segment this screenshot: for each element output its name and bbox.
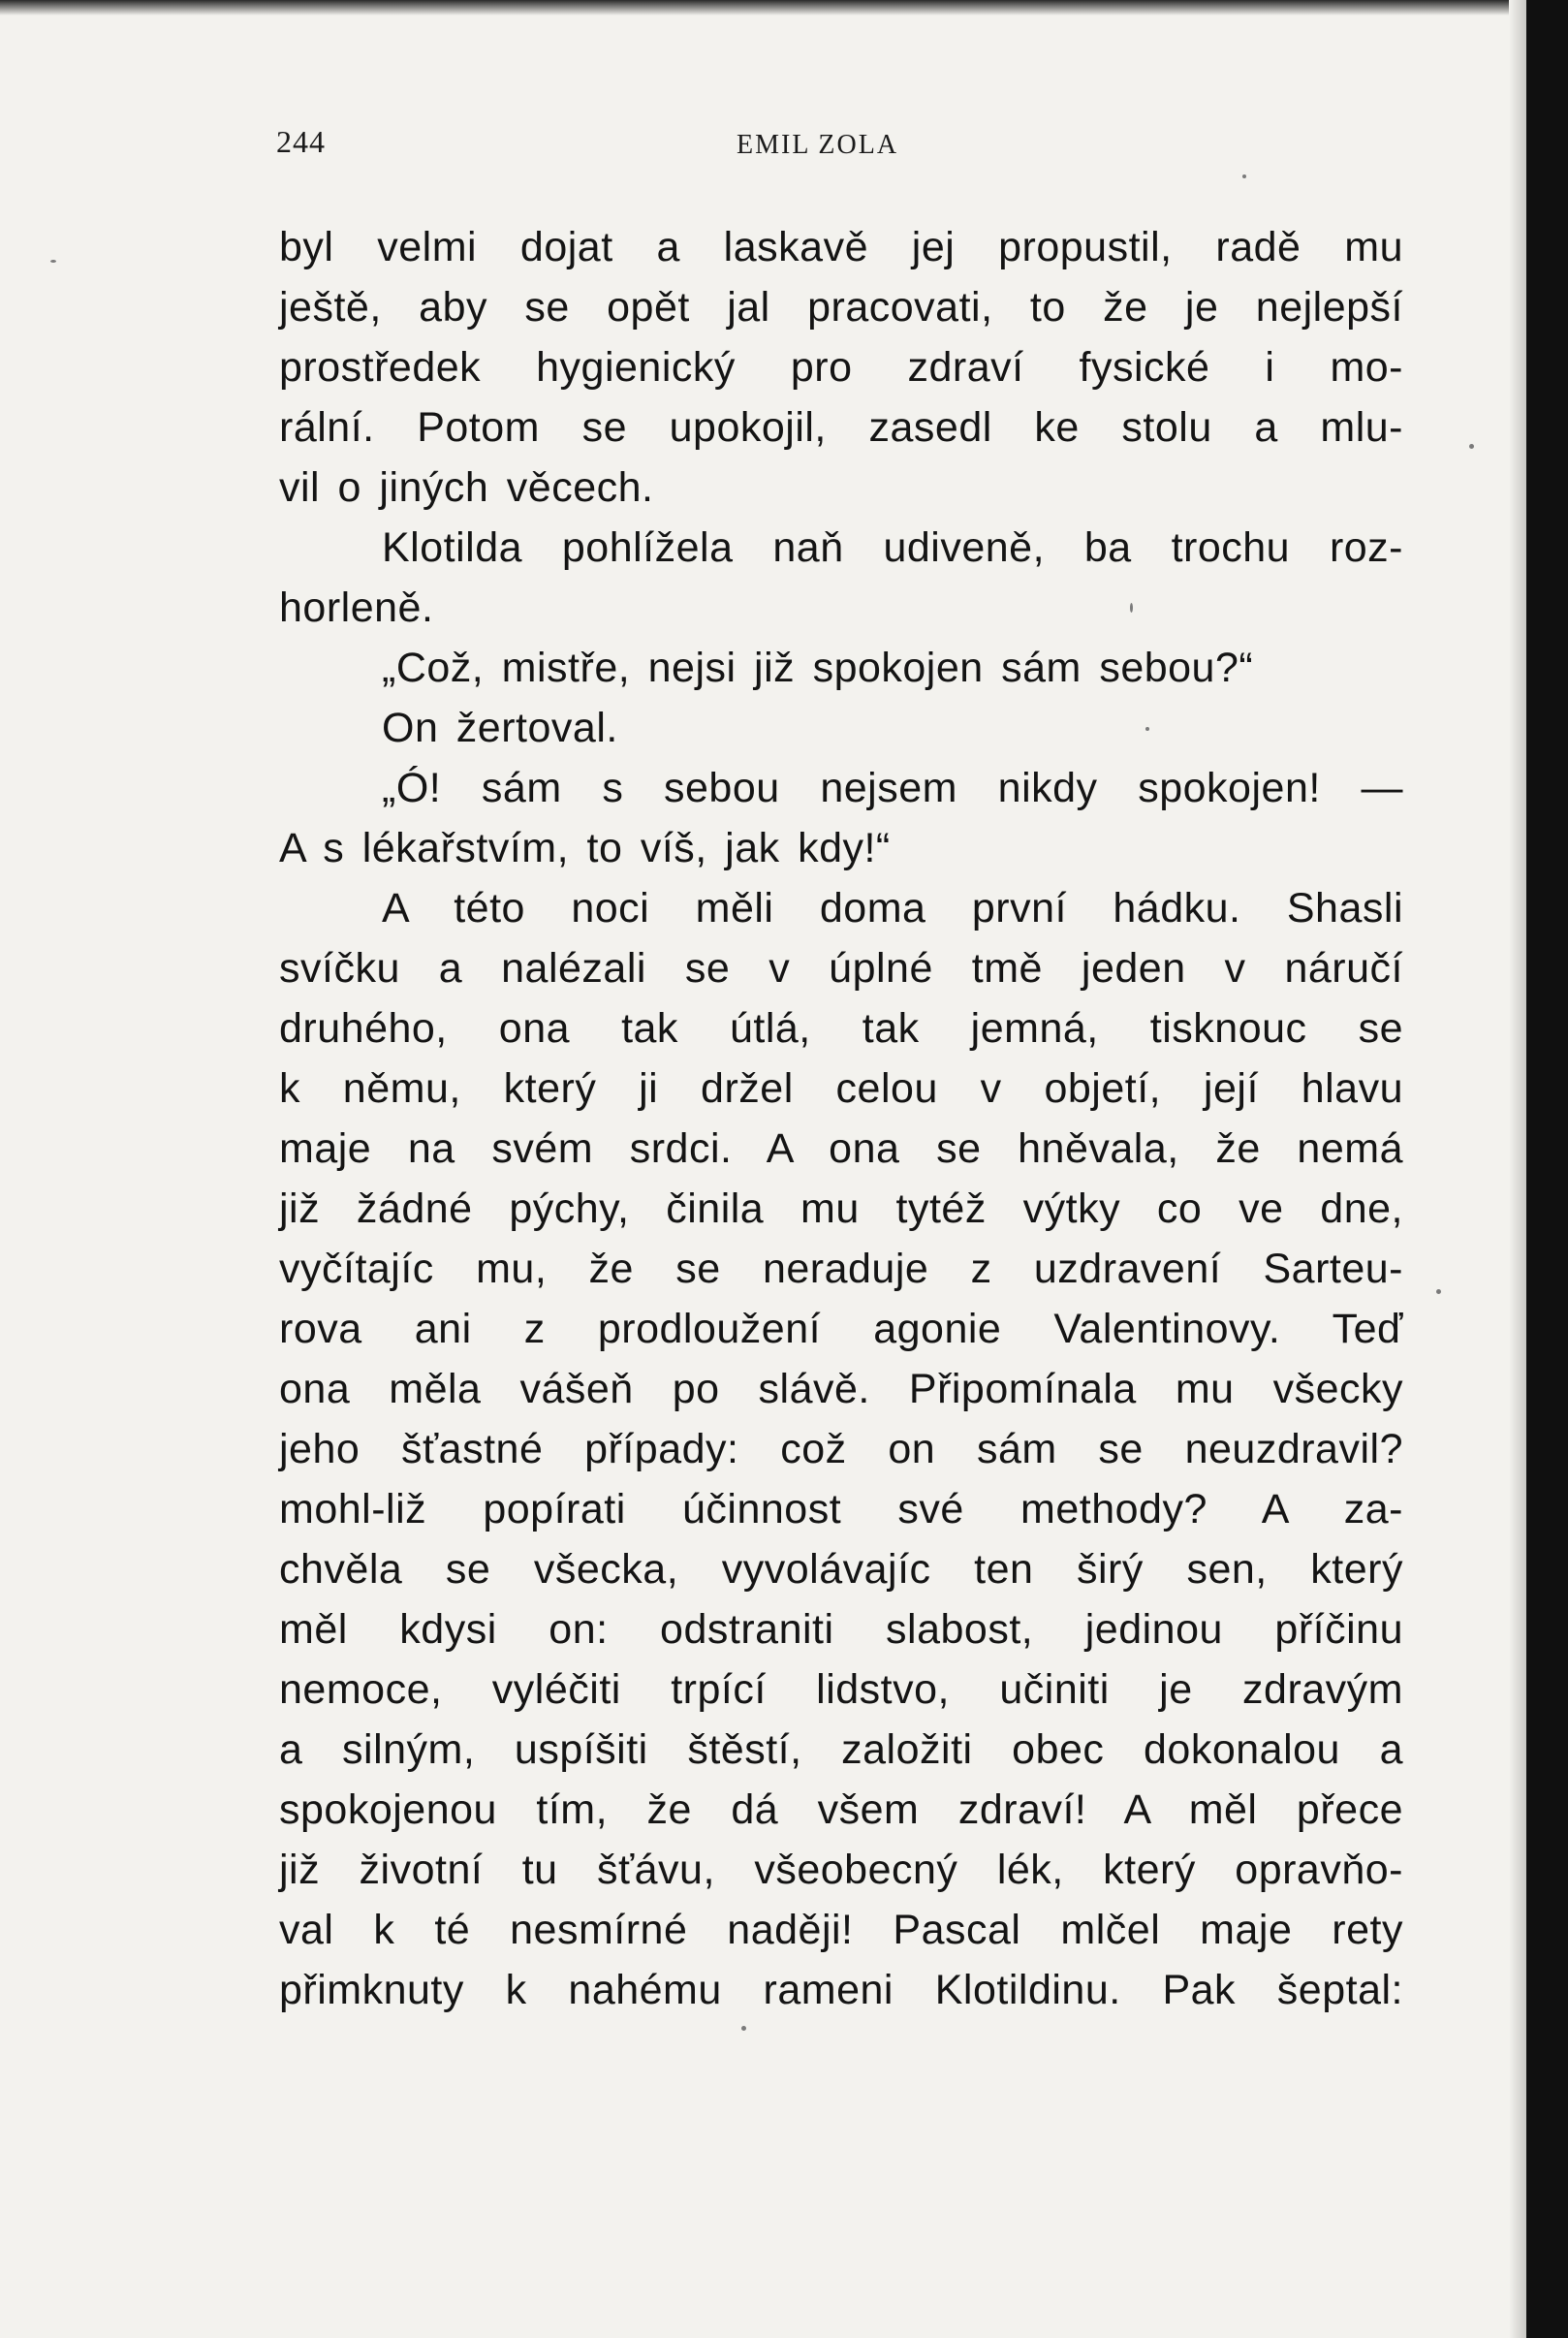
page-number: 244 [276,124,326,159]
text-line: již žádné pýchy, činila mu tytéž výtky co ve dne, [279,1185,1403,1232]
text-line: k němu, který ji držel celou v objetí, její hlavu [279,1065,1403,1112]
text-line: rální. Potom se upokojil, zasedl ke stolu a mlu- [279,404,1403,451]
text-line: ještě, aby se opět jal pracovati, to že je nejlepší [279,284,1403,331]
text-line: měl kdysi on: odstraniti slabost, jedinou příčinu [279,1606,1403,1653]
text-line: již životní tu šťávu, všeobecný lék, který opravňo- [279,1847,1403,1893]
paper-speck [50,260,56,263]
body-text [279,217,1403,2020]
text-line: prostředek hygienický pro zdraví fysické i mo- [279,344,1403,391]
paper-speck [741,2026,746,2031]
paper-speck [1436,1289,1441,1294]
text-line: druhého, ona tak útlá, tak jemná, tisknouc se [279,1005,1403,1052]
text-line: nemoce, vyléčiti trpící lidstvo, učiniti je zdravým [279,1666,1403,1713]
text-line: chvěla se všecka, vyvolávajíc ten širý sen, který [279,1546,1403,1593]
scan-shadow-right [1509,0,1526,2338]
text-line: vil o jiných věcech. [279,464,654,511]
paper-speck [1145,727,1149,731]
text-line: a silným, uspíšiti štěstí, založiti obec dokonalou a [279,1726,1403,1773]
paper-speck [1130,603,1133,613]
scan-shadow-top [0,0,1526,16]
text-line: „Ó! sám s sebou nejsem nikdy spokojen! — [382,765,1403,811]
text-line: mohl-liž popírati účinnost své methody? A za- [279,1486,1403,1532]
text-line: rova ani z prodloužení agonie Valentinovy. Teď [279,1306,1403,1352]
text-line: jeho šťastné případy: což on sám se neuzdravil? [279,1426,1403,1472]
paper-speck [1242,174,1246,178]
text-line: A s lékařstvím, to víš, jak kdy!“ [279,825,891,871]
text-line: ona měla vášeň po slávě. Připomínala mu všecky [279,1366,1403,1412]
text-line: byl velmi dojat a laskavě jej propustil, radě mu [279,224,1403,270]
text-line: horleně. [279,584,434,631]
text-line: svíčku a nalézali se v úplné tmě jeden v náručí [279,945,1403,992]
paper-speck [1469,444,1474,449]
text-line: spokojenou tím, že dá všem zdraví! A měl přece [279,1786,1403,1833]
text-line: val k té nesmírné naději! Pascal mlčel maje rety [279,1907,1403,1953]
text-line: „Což, mistře, nejsi již spokojen sám sebou?“ [382,645,1254,691]
text-line: A této noci měli doma první hádku. Shasli [382,885,1403,932]
text-line: maje na svém srdci. A ona se hněvala, že nemá [279,1125,1403,1172]
text-line: Klotilda pohlížela naň udiveně, ba trochu roz- [382,524,1403,571]
text-line: přimknuty k nahému rameni Klotildinu. Pak šeptal: [279,1967,1403,2013]
text-line: On žertoval. [382,705,618,751]
running-head: EMIL ZOLA [737,130,899,160]
text-line: vyčítajíc mu, že se neraduje z uzdravení Sarteu- [279,1246,1403,1292]
